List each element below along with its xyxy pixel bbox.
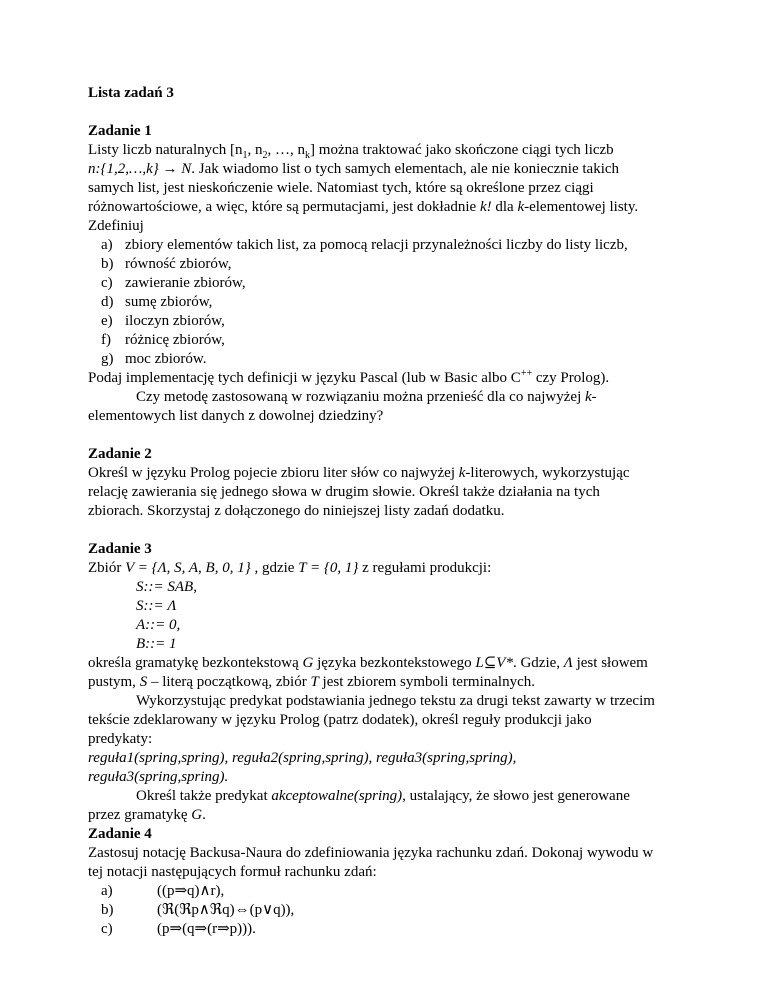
task1-line1: Listy liczb naturalnych [$n_1$, $n_2$, …, $n_k$] można traktować jako skończone ciągi tych liczb: [88, 142, 614, 161]
list-item: c) zawieranie zbiorów,: [101, 275, 246, 291]
task3-heading: Zadanie 3: [88, 541, 152, 557]
task1-line2: n:{1,2,…,k} → N. Jak wiadomo list o tych samych elementach, ale nie koniecznie takich: [88, 161, 620, 177]
task3-line1: Zbiór V = {Λ, S, A, B, 0, 1} , gdzie T = {0, 1} z regułami produkcji:: [88, 560, 492, 576]
task3-line9: Określ także predykat akceptowalne(spring), ustalający, że słowo jest generowane: [136, 788, 630, 804]
task3-line4: Wykorzystując predykat podstawiania jednego tekstu za drugi tekst zawarty w trzecim: [136, 693, 655, 709]
task3-line7: reguła1(spring,spring), reguła2(spring,spring), reguła3(spring,spring),: [88, 750, 517, 766]
task4-line2: tej notacji następujących formuł rachunku zdań:: [88, 864, 377, 880]
production-rule: S::= Λ: [136, 598, 177, 614]
task1-line5: Zdefiniuj: [88, 218, 144, 234]
task1-line3: samych list, jest nieskończenie wiele. Natomiast tych, które są określone przez ciągi: [88, 180, 594, 196]
formula-item: a) ((p⇒q)∧r),: [101, 883, 225, 899]
task1-question-cont: elementowych list danych z dowolnej dziedziny?: [88, 408, 384, 424]
formula-item: b) (ℜ(ℜp∧ℜq)⇔(p∨q)),: [101, 902, 295, 918]
task2-line2: relację zawierania się jednego słowa w drugim słowie. Określ także działania na tych: [88, 484, 600, 500]
document-page: [88, 84, 688, 939]
task4-line1: Zastosuj notację Backusa-Naura do zdefiniowania języka rachunku zdań. Dokonaj wywodu w: [88, 845, 654, 861]
task3-line10: przez gramatykę G.: [88, 807, 206, 823]
production-rule: A::= 0,: [136, 617, 181, 633]
task3-line2: określa gramatykę bezkontekstową G języka bezkontekstowego L⊆V*. Gdzie, Λ jest słowem: [88, 655, 648, 671]
formula-item: c) (p⇒(q⇒(r⇒p))).: [101, 921, 256, 937]
list-item: f) różnicę zbiorów,: [101, 332, 225, 348]
list-item: b) równość zbiorów,: [101, 256, 232, 272]
list-item: d) sumę zbiorów,: [101, 294, 213, 310]
task3-line5: tekście zdeklarowany w języku Prolog (patrz dodatek), określ reguły produkcji jako: [88, 712, 592, 728]
task2-line3: zbiorach. Skorzystaj z dołączonego do niniejszej listy zadań dodatku.: [88, 503, 505, 519]
task4-heading: Zadanie 4: [88, 826, 152, 842]
production-rule: S::= SAB,: [136, 579, 197, 595]
list-item: g) moc zbiorów.: [101, 351, 207, 367]
task1-heading: Zadanie 1: [88, 123, 152, 139]
production-rule: B::= 1: [136, 636, 177, 652]
task2-heading: Zadanie 2: [88, 446, 152, 462]
task1-line4: różnowartościowe, a więc, które są permutacjami, jest dokładnie k! dla k-elementowej listy.: [88, 199, 639, 215]
task3-line6: predykaty:: [88, 731, 153, 747]
list-item: a) zbiory elementów takich list, za pomocą relacji przynależności liczby do listy liczb,: [101, 237, 628, 253]
list-item: e) iloczyn zbiorów,: [101, 313, 225, 329]
task2-line1: Określ w języku Prolog pojecie zbioru liter słów co najwyżej k-literowych, wykorzystując: [88, 465, 630, 481]
task3-line3: pustym, S – literą początkową, zbiór T jest zbiorem symboli terminalnych.: [88, 674, 536, 690]
task1-question: Czy metodę zastosowaną w rozwiązaniu można przenieść dla co najwyżej k-: [136, 389, 597, 405]
task1-list: [88, 236, 688, 369]
task1-impl: Podaj implementację tych definicji w języku Pascal (lub w Basic albo C++ czy Prolog).: [88, 368, 610, 386]
page-title: Lista zadań 3: [88, 85, 174, 101]
task3-line8: reguła3(spring,spring).: [88, 769, 229, 785]
